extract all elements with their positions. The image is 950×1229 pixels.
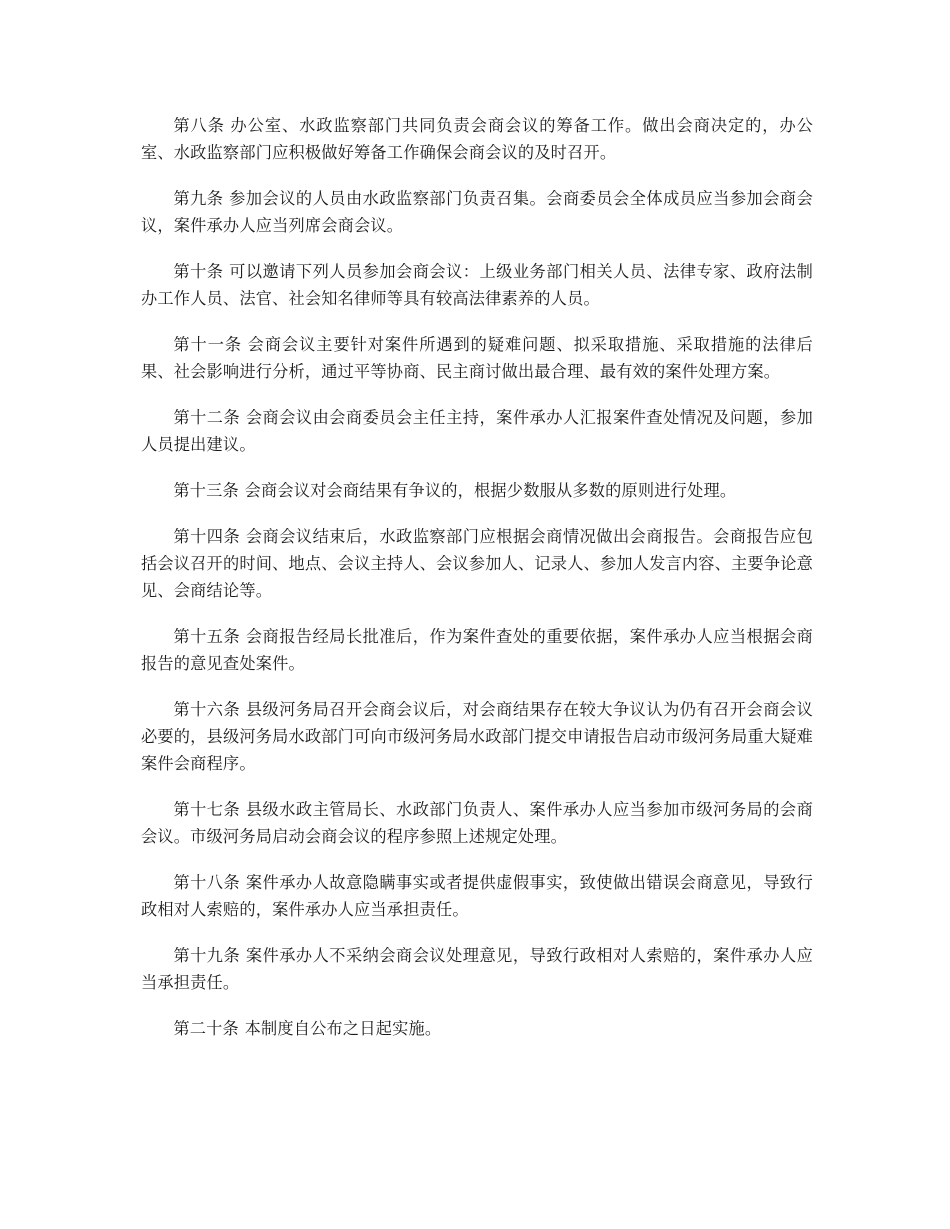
article-11 [141, 331, 813, 385]
article-text: 会商会议由会商委员会主任主持，案件承办人汇报案件查处情况及问题，参加人员提出建议。 [141, 408, 813, 454]
article-18 [141, 869, 813, 923]
article-15 [141, 623, 813, 677]
article-number: 第十一条 [173, 335, 243, 354]
article-text: 可以邀请下列人员参加会商会议：上级业务部门相关人员、法律专家、政府法制办工作人员、法官、社会知名律师等具有较高法律素养的人员。 [141, 262, 813, 308]
article-text: 会商会议对会商结果有争议的，根据少数服从多数的原则进行处理。 [244, 481, 737, 500]
article-number: 第二十条 [173, 1019, 239, 1038]
article-number: 第十五条 [173, 627, 241, 646]
article-text: 会商会议主要针对案件所遇到的疑难问题、拟采取措施、采取措施的法律后果、社会影响进行分析，通过平等协商、民主商讨做出最合理、最有效的案件处理方案。 [141, 335, 813, 381]
article-19 [141, 942, 813, 996]
article-number: 第八条 [173, 116, 225, 135]
article-text: 会商会议结束后，水政监察部门应根据会商情况做出会商报告。会商报告应包括会议召开的时间、地点、会议主持人、会议参加人、记录人、参加人发言内容、主要争论意见、会商结论等。 [141, 527, 813, 600]
article-20 [141, 1015, 813, 1042]
article-text: 参加会议的人员由水政监察部门负责召集。会商委员会全体成员应当参加会商会议，案件承办人应当列席会商会议。 [141, 189, 813, 235]
article-text: 县级河务局召开会商会议后，对会商结果存在较大争议认为仍有召开会商会议必要的，县级河务局水政部门可向市级河务局水政部门提交申请报告启动市级河务局重大疑难案件会商程序。 [141, 700, 813, 773]
article-number: 第十六条 [173, 700, 241, 719]
article-number: 第九条 [173, 189, 224, 208]
article-14 [141, 523, 813, 604]
article-text: 会商报告经局长批准后，作为案件查处的重要依据，案件承办人应当根据会商报告的意见查处案件。 [141, 627, 813, 673]
article-number: 第十条 [173, 262, 224, 281]
article-10 [141, 258, 813, 312]
document-page [141, 112, 813, 1061]
article-text: 办公室、水政监察部门共同负责会商会议的筹备工作。做出会商决定的，办公室、水政监察部门应积极做好筹备工作确保会商会议的及时召开。 [141, 116, 813, 162]
article-8 [141, 112, 813, 166]
article-12 [141, 404, 813, 458]
article-17 [141, 796, 813, 850]
article-text: 案件承办人故意隐瞒事实或者提供虚假事实，致使做出错误会商意见，导致行政相对人索赔的，案件承办人应当承担责任。 [141, 873, 813, 919]
article-text: 本制度自公布之日起实施。 [244, 1019, 442, 1038]
article-text: 县级水政主管局长、水政部门负责人、案件承办人应当参加市级河务局的会商会议。市级河务局启动会商会议的程序参照上述规定处理。 [141, 800, 813, 846]
article-9 [141, 185, 813, 239]
article-text: 案件承办人不采纳会商会议处理意见，导致行政相对人索赔的，案件承办人应当承担责任。 [141, 946, 813, 992]
article-number: 第十二条 [173, 408, 241, 427]
article-number: 第十七条 [173, 800, 241, 819]
article-13 [141, 477, 813, 504]
article-number: 第十九条 [173, 946, 241, 965]
article-16 [141, 696, 813, 777]
article-number: 第十四条 [173, 527, 241, 546]
article-number: 第十八条 [173, 873, 241, 892]
article-number: 第十三条 [173, 481, 239, 500]
